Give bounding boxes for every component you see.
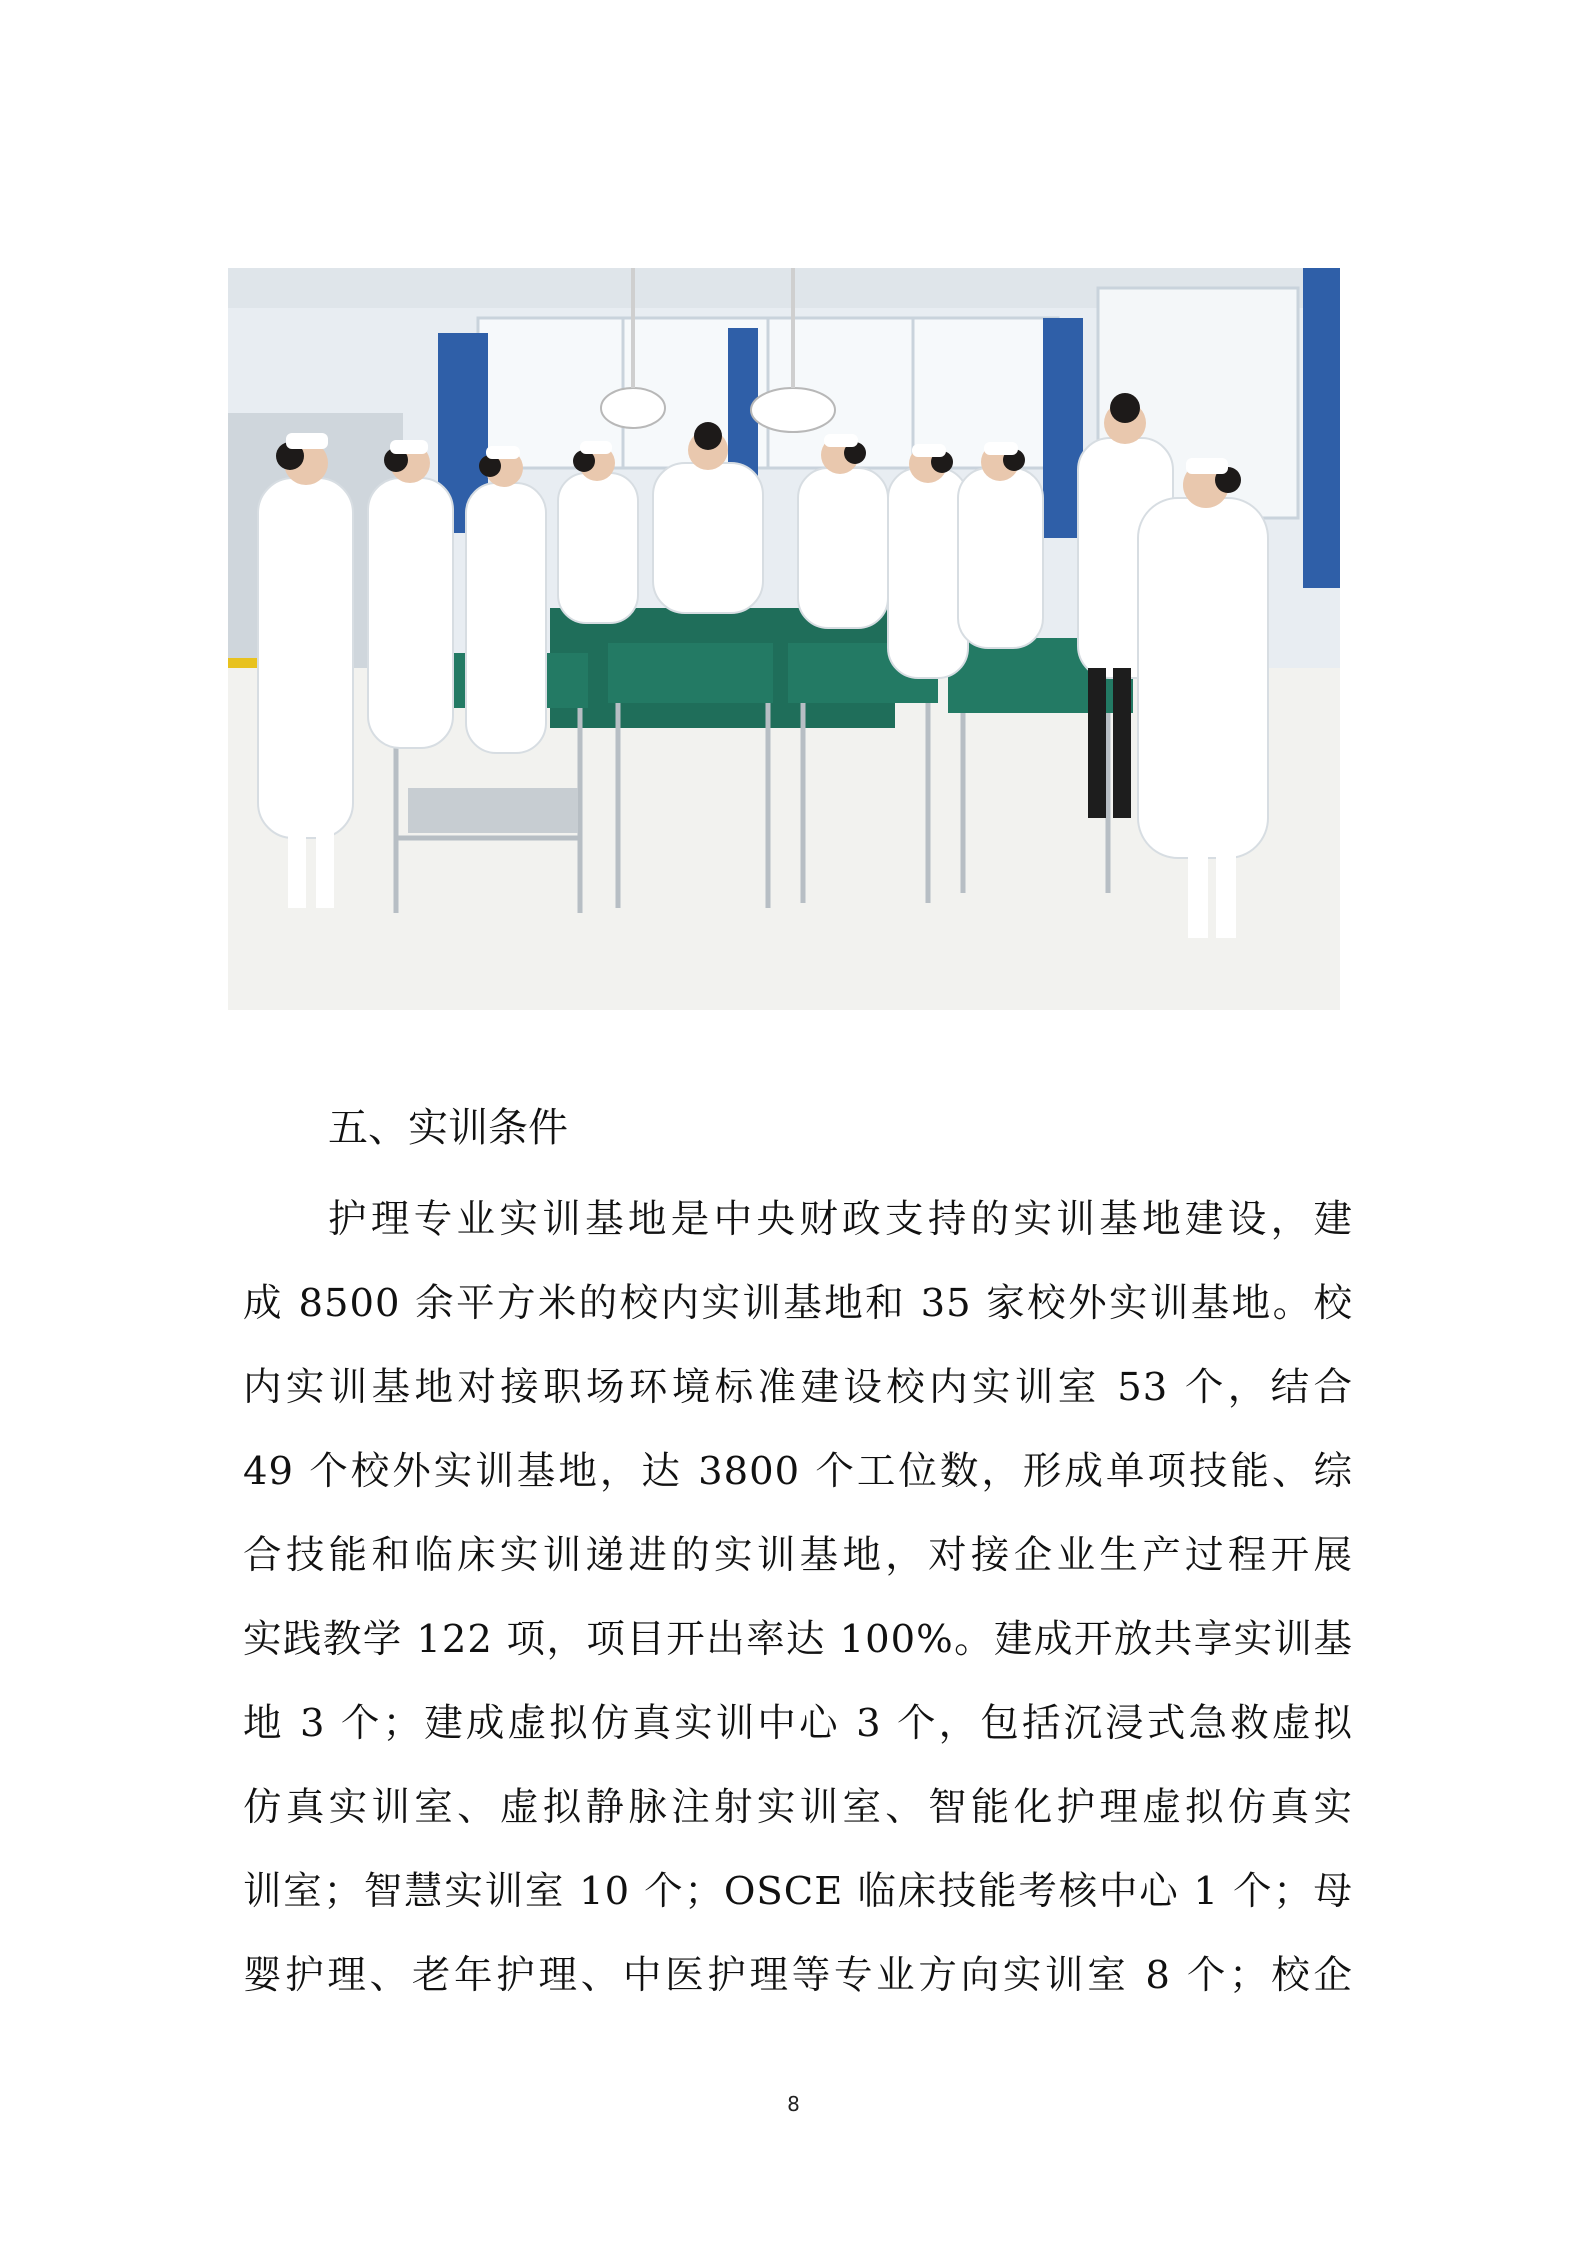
body-line: 地 3 个；建成虚拟仿真实训中心 3 个，包括沉浸式急救虚拟	[243, 1701, 1353, 1746]
body-line: 护理专业实训基地是中央财政支持的实训基地建设，建	[328, 1197, 1353, 1242]
body-line: 成 8500 余平方米的校内实训基地和 35 家校外实训基地。校	[243, 1281, 1353, 1326]
body-line: 合技能和临床实训递进的实训基地，对接企业生产过程开展	[243, 1533, 1353, 1578]
body-line: 49 个校外实训基地，达 3800 个工位数，形成单项技能、综	[243, 1449, 1353, 1494]
body-line: 内实训基地对接职场环境标准建设校内实训室 53 个，结合	[243, 1365, 1353, 1410]
body-line: 仿真实训室、虚拟静脉注射实训室、智能化护理虚拟仿真实	[243, 1785, 1353, 1830]
body-line: 实践教学 122 项，项目开出率达 100%。建成开放共享实训基	[243, 1617, 1353, 1662]
body-line: 训室；智慧实训室 10 个；OSCE 临床技能考核中心 1 个；母	[243, 1869, 1353, 1914]
section-heading: 五、实训条件	[328, 1105, 568, 1151]
nursing-training-photo	[228, 268, 1340, 1010]
page-number: 8	[787, 2092, 800, 2116]
body-line: 婴护理、老年护理、中医护理等专业方向实训室 8 个；校企	[243, 1953, 1353, 1998]
photo-illustration	[228, 268, 1340, 1010]
